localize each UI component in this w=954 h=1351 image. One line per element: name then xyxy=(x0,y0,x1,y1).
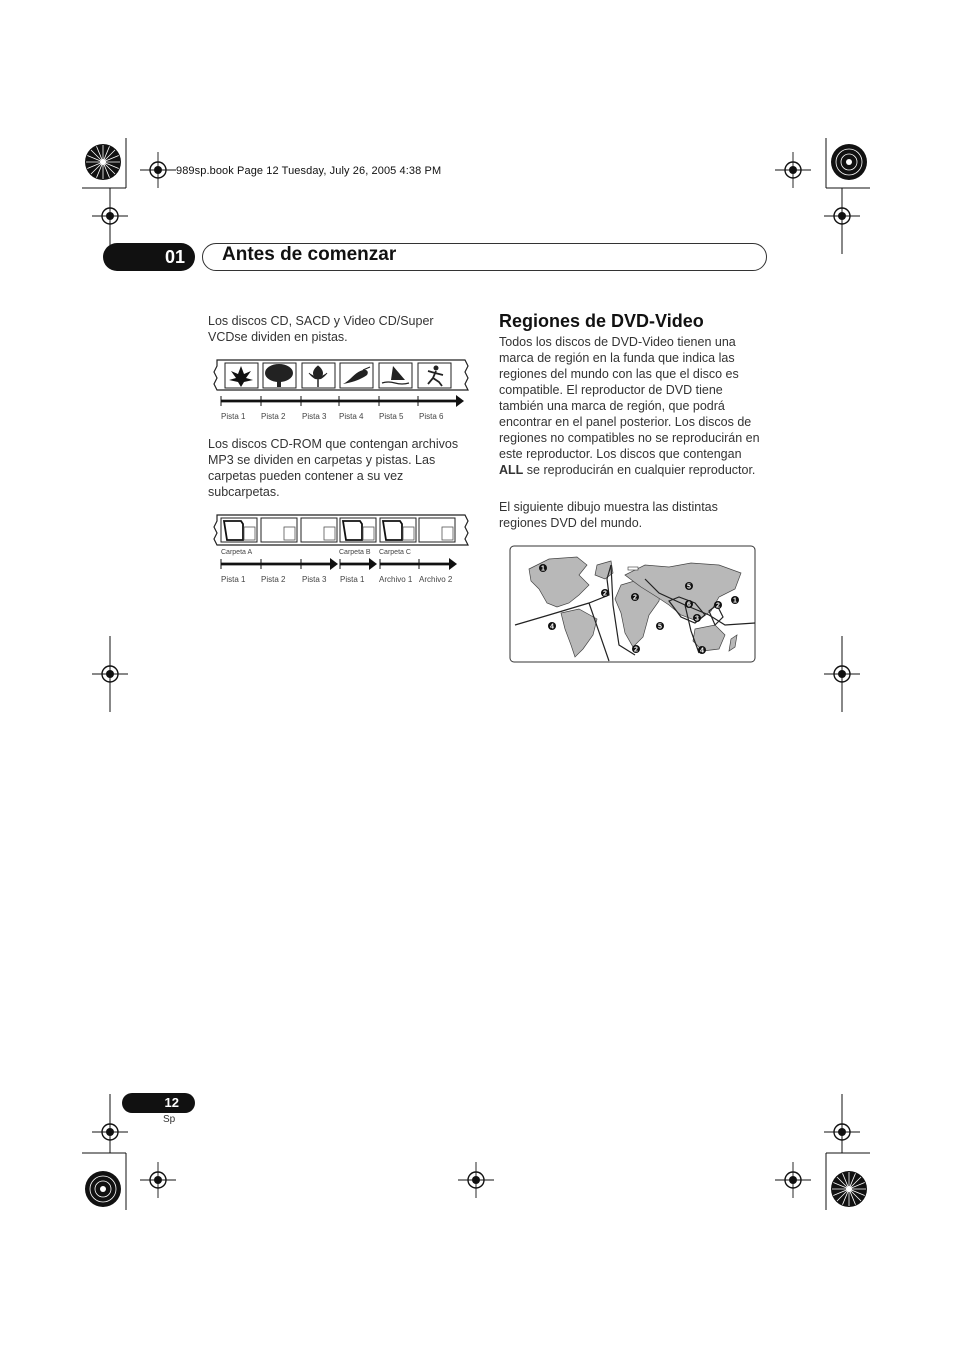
section-heading: Regiones de DVD-Video xyxy=(499,311,704,331)
map-intro-paragraph: El siguiente dibujo muestra las distintas regiones DVD del mundo. xyxy=(499,500,718,530)
track-label: Pista 3 xyxy=(302,412,327,421)
bird-icon xyxy=(340,363,373,388)
tree-icon xyxy=(263,363,296,388)
page-language: Sp xyxy=(163,1114,176,1125)
folders-diagram xyxy=(213,513,471,589)
folder-icon xyxy=(221,518,257,542)
item-label: Archivo 1 xyxy=(379,575,413,584)
book-info-line: 989sp.book Page 12 Tuesday, July 26, 2005 4:38 PM xyxy=(176,165,442,177)
svg-text:2: 2 xyxy=(633,594,637,602)
regions-text-before: Todos los discos de DVD-Video tienen una marca de región en la funda que indica las regiones del mundo con las que el disco es compatible. El reproductor de DVD tiene también una marca de región, que podrá encontrar en el panel posterior. Los discos de regiones no compatibles no se reproducirán en este reproductor. Los discos que contengan xyxy=(499,335,760,461)
svg-text:5: 5 xyxy=(687,583,691,591)
folder-icon xyxy=(380,518,416,542)
svg-text:1: 1 xyxy=(733,597,737,605)
dvd-region-map xyxy=(509,545,757,664)
flower-icon xyxy=(302,363,335,388)
svg-text:5: 5 xyxy=(658,623,662,631)
windsurf-icon xyxy=(379,363,412,388)
chapter-number: 01 xyxy=(103,243,195,271)
leaf-icon xyxy=(225,363,258,388)
regions-text-after: se reproducirán en cualquier reproductor. xyxy=(523,463,756,477)
chapter-title: Antes de comenzar xyxy=(222,244,397,265)
regions-paragraph xyxy=(499,334,769,478)
skater-icon xyxy=(418,363,451,388)
track-label: Pista 2 xyxy=(261,412,286,421)
item-label: Pista 1 xyxy=(221,575,246,584)
file-icon xyxy=(419,518,455,542)
file-icon xyxy=(301,518,337,542)
track-label: Pista 4 xyxy=(339,412,364,421)
svg-text:2: 2 xyxy=(716,602,720,610)
item-label: Pista 2 xyxy=(261,575,286,584)
tracks-intro-paragraph: Los discos CD, SACD y Video CD/Super VCDse dividen en pistas. xyxy=(208,314,434,344)
file-icon xyxy=(261,518,297,542)
svg-text:2: 2 xyxy=(603,590,607,598)
item-label: Pista 3 xyxy=(302,575,327,584)
item-label: Archivo 2 xyxy=(419,575,453,584)
item-label: Pista 1 xyxy=(340,575,365,584)
svg-text:3: 3 xyxy=(695,615,699,623)
folder-label: Carpeta B xyxy=(339,549,371,556)
svg-text:4: 4 xyxy=(550,623,554,631)
track-label: Pista 5 xyxy=(379,412,404,421)
page-number: 12 xyxy=(122,1093,195,1113)
folder-label: Carpeta C xyxy=(379,549,411,556)
folder-label: Carpeta A xyxy=(221,549,253,556)
svg-text:2: 2 xyxy=(634,646,638,654)
svg-text:4: 4 xyxy=(700,647,704,655)
track-label: Pista 6 xyxy=(419,412,444,421)
tracks-diagram xyxy=(213,358,471,426)
svg-text:1: 1 xyxy=(541,565,545,573)
svg-text:6: 6 xyxy=(687,601,691,609)
folder-icon xyxy=(340,518,376,542)
all-keyword: ALL xyxy=(499,463,524,477)
track-label: Pista 1 xyxy=(221,412,246,421)
mp3-folders-paragraph: Los discos CD-ROM que contengan archivos MP3 se dividen en carpetas y pistas. Las carpetas pueden contener a su vez subcarpetas. xyxy=(208,437,459,499)
